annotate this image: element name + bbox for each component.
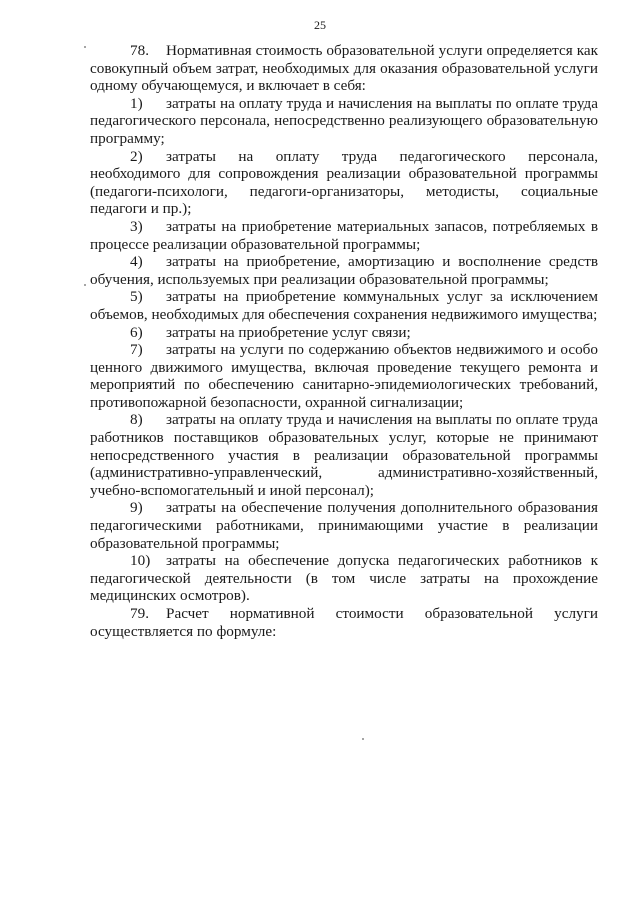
list-item-9 <box>90 499 598 552</box>
item-number: 4) <box>130 253 143 271</box>
item-number: 1) <box>130 94 143 112</box>
list-item-2 <box>90 148 598 218</box>
list-item-3 <box>90 218 598 253</box>
paragraph-78 <box>90 42 598 95</box>
item-text: затраты на оплату труда и начисления на выплаты по оплате труда работников поставщиков образовательных услуг, которые не принимают непосредственного участия в реализации образовательной программы (административно-управленческий, административно-хозяйственный, учебно-вспомогательный и иной персонал); <box>90 411 598 499</box>
item-text: затраты на приобретение коммунальных услуг за исключением объемов, необходимых для обеспечения сохранения недвижимого имущества; <box>90 288 598 323</box>
item-text: затраты на оплату труда педагогического персонала, необходимого для сопровождения реализации образовательной программы (педагоги-психологи, педагоги-организаторы, методисты, социальные педагоги и пр.); <box>90 147 598 218</box>
item-text: затраты на обеспечение получения дополнительного образования педагогическими работниками, принимающими участие в реализации образовательной программы; <box>90 499 598 552</box>
list-item-6 <box>90 324 598 342</box>
item-text: затраты на приобретение материальных запасов, потребляемых в процессе реализации образовательной программы; <box>90 217 598 253</box>
item-number: 9) <box>130 499 143 517</box>
page-number: 25 <box>314 18 326 32</box>
list-item-8 <box>90 411 598 499</box>
list-item-5 <box>90 288 598 323</box>
item-number: 10) <box>130 552 151 570</box>
paragraph-79 <box>90 605 598 640</box>
scan-speck-bottom <box>362 738 364 740</box>
scan-speck-left-top <box>84 46 86 48</box>
list-item-1 <box>90 95 598 148</box>
paragraph-number: 79. <box>130 605 149 622</box>
list-item-10 <box>90 552 598 605</box>
item-number: 8) <box>130 411 143 429</box>
item-number: 5) <box>130 288 143 306</box>
item-text: затраты на оплату труда и начисления на выплаты по оплате труда педагогического персонала, непосредственно реализующего образовательную программу; <box>90 94 598 147</box>
item-number: 6) <box>130 323 143 341</box>
paragraph-text: Расчет нормативной стоимости образовательной услуги осуществляется по формуле: <box>90 605 598 640</box>
paragraph-text: Нормативная стоимость образовательной услуги определяется как совокупный объем затрат, необходимых для оказания образовательной услуги одному обучающемуся, и включает в себя: <box>90 42 598 95</box>
item-text: затраты на приобретение, амортизацию и восполнение средств обучения, используемых при реализации образовательной программы; <box>90 253 598 288</box>
item-number: 2) <box>130 147 143 165</box>
document-body <box>90 42 598 640</box>
item-text: затраты на обеспечение допуска педагогических работников к педагогической деятельности (в том числе затраты на прохождение медицинских осмотров). <box>90 552 598 605</box>
item-text: затраты на приобретение услуг связи; <box>166 323 411 341</box>
item-text: затраты на услуги по содержанию объектов недвижимого и особо ценного движимого имущества, включая проведение текущего ремонта и мероприятий по обеспечению санитарно-эпидемиологических требований, противопожарной безопасности, охранной сигнализации; <box>90 341 598 411</box>
item-number: 7) <box>130 341 143 359</box>
list-item-4 <box>90 253 598 288</box>
item-number: 3) <box>130 217 143 235</box>
scan-speck-left-mid <box>84 284 86 286</box>
paragraph-number: 78. <box>130 42 149 59</box>
list-item-7 <box>90 341 598 411</box>
